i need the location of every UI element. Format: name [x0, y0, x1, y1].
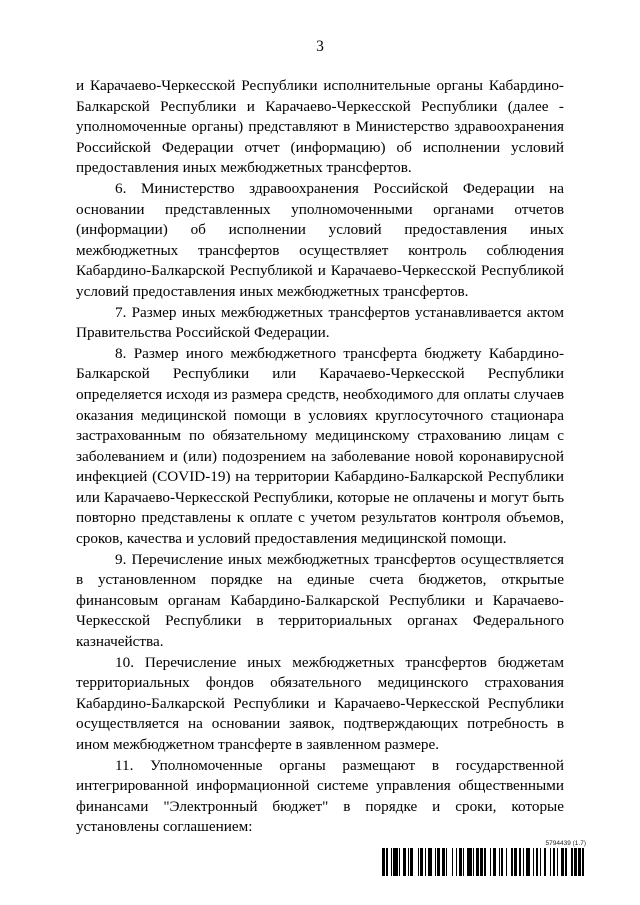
paragraph-6: 6. Министерство здравоохранения Российской Федерации на основании представленных уполномоченными органами отчетов (информации) об исполнении условий предоставления иных межбюджетных трансфертов осуществляет контроль соблюдения Кабардино-Балкарской Республикой и Карачаево-Черкесской Республикой условий предоставления иных межбюджетных трансфертов. [76, 179, 564, 300]
paragraph-11: 11. Уполномоченные органы размещают в государственной интегрированной информационной системе управления общественными финансами "Электронный бюджет" в порядке и сроки, которые установлены соглашением: [76, 756, 564, 836]
paragraph-10: 10. Перечисление иных межбюджетных трансфертов бюджетам территориальных фондов обязательного медицинского страхования Кабардино-Балкарской Республики и Карачаево-Черкесской Республики осуществляется на основании заявок, подтверждающих потребность в ином межбюджетном трансферте в заявленном размере. [76, 653, 564, 753]
paragraph-7: 7. Размер иных межбюджетных трансфертов устанавливается актом Правительства Российской Федерации. [76, 303, 564, 342]
page-number: 3 [316, 38, 324, 55]
paragraph-9: 9. Перечисление иных межбюджетных трансфертов осуществляется в установленном порядке на единые счета бюджетов, открытые финансовым органам Кабардино-Балкарской Республики и Карачаево-Черкесской Республики в территориальных органах Федерального казначейства. [76, 550, 564, 651]
document-body [76, 76, 564, 838]
barcode-image [382, 848, 586, 876]
barcode-block [382, 840, 586, 876]
barcode-gap [584, 848, 585, 876]
paragraph-8: 8. Размер иного межбюджетного трансферта бюджету Кабардино-Балкарской Республики или Карачаево-Черкесской Республики определяется исходя из размера средств, необходимого для оплаты случаев оказания медицинской помощи в условиях круглосуточного стационара застрахованным по обязательному медицинскому страхованию лицам с заболеванием и (или) подозрением на заболевание новой коронавирусной инфекцией (COVID-19) на территории Кабардино-Балкарской Республики или Карачаево-Черкесской Республики, которые не оплачены и могут быть повторно представлены к оплате с учетом результатов контроля объемов, сроков, качества и условий предоставления медицинской помощи. [76, 344, 564, 548]
paragraph-continuation: и Карачаево-Черкесской Республики исполнительные органы Кабардино-Балкарской Республики и Карачаево-Черкесской Республики (далее - уполномоченные органы) представляют в Министерство здравоохранения Российской Федерации отчет (информацию) об исполнении условий предоставления иных межбюджетных трансфертов. [76, 77, 564, 177]
barcode-label: 5794439 (1.7) [545, 840, 586, 847]
